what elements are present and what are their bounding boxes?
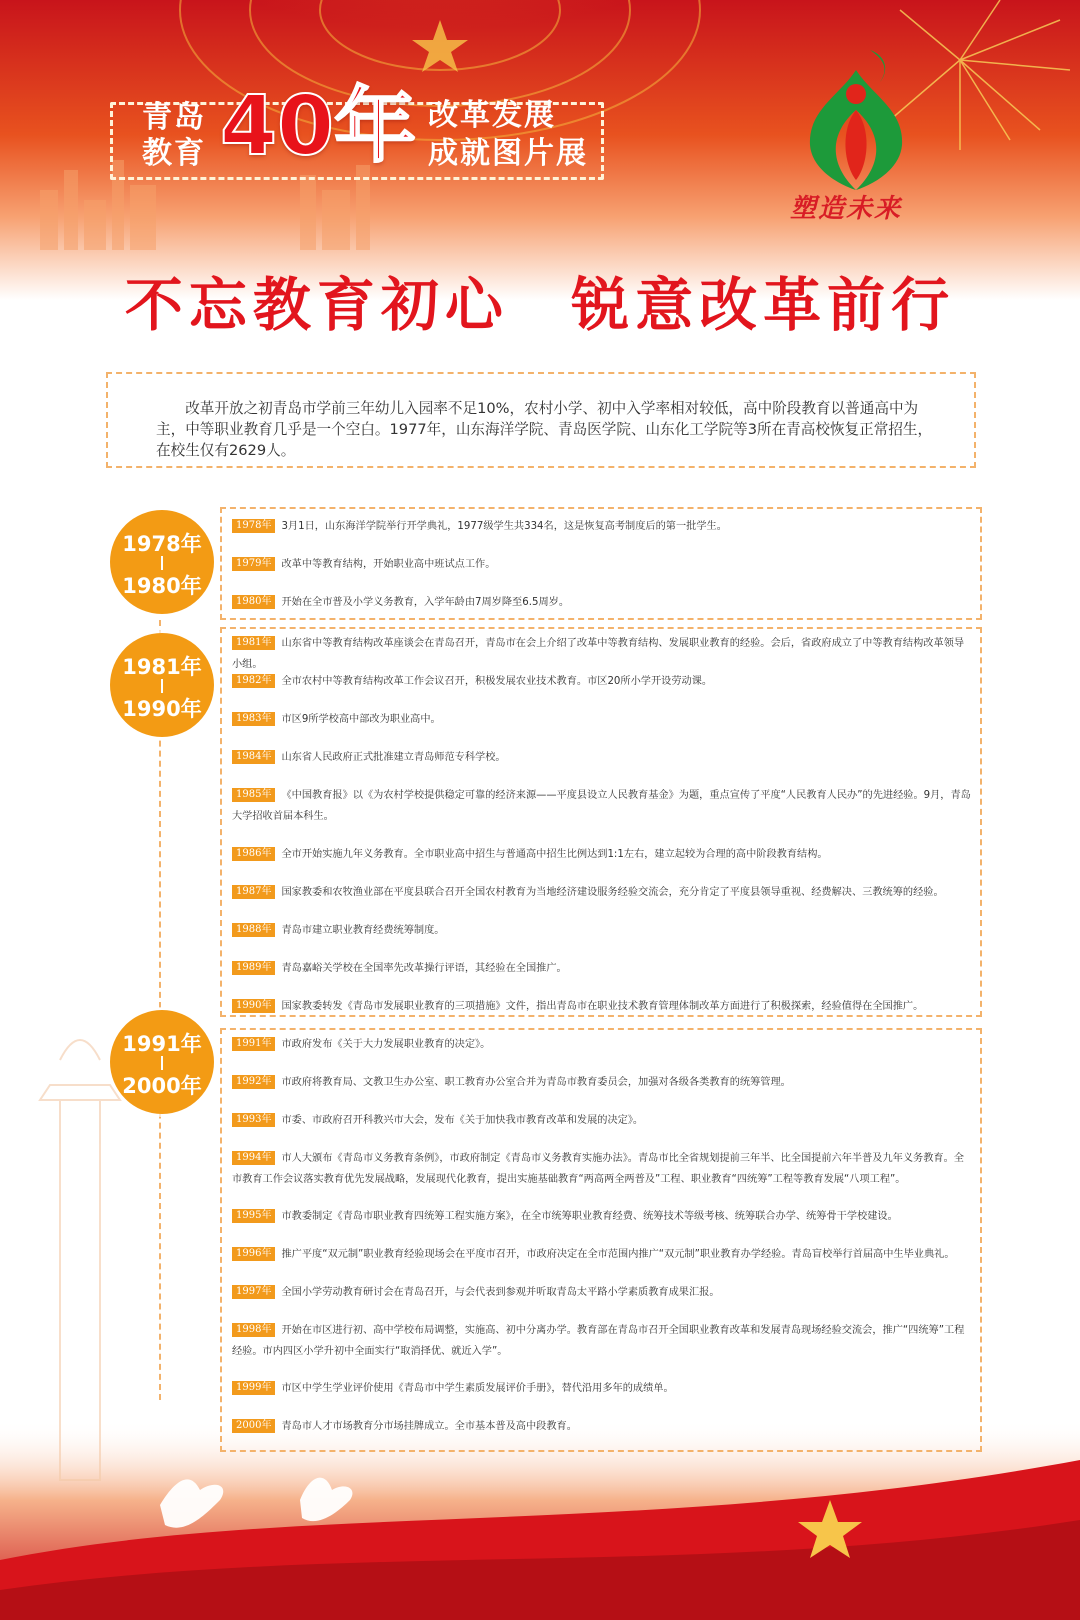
year-tag: 1989年: [232, 961, 275, 975]
year-tag: 1980年: [232, 595, 275, 609]
entry-text: 《中国教育报》以《为农村学校提供稳定可靠的经济来源——平度县设立人民教育基金》为题，重点宣传了平度“人民教育人民办”的先进经验。9月，青岛大学招收首届本科生。: [232, 790, 971, 822]
entry-text: 市委、市政府召开科教兴市大会，发布《关于加快我市教育改革和发展的决定》。: [281, 1115, 644, 1126]
year-tag: 1996年: [232, 1247, 275, 1261]
year-tag: 1998年: [232, 1323, 275, 1337]
period-end: 1980年: [122, 574, 202, 598]
period-end: 2000年: [122, 1074, 202, 1098]
entry-text: 国家教委转发《青岛市发展职业教育的三项措施》文件，指出青岛市在职业技术教育管理体制改革方面进行了积极探索，经验值得在全国推广。: [281, 1001, 924, 1012]
year-tag: 1981年: [232, 636, 275, 650]
period-divider: [161, 1056, 163, 1070]
period-circle-1991-2000: [110, 1010, 214, 1114]
badge-right-line1: 改革发展: [428, 98, 556, 133]
year-tag: 1993年: [232, 1113, 275, 1127]
timeline-entry: [232, 882, 972, 903]
entry-text: 3月1日，山东海洋学院举行开学典礼，1977级学生共334名，这是恢复高考制度后的第一批学生。: [281, 521, 727, 532]
year-tag: 1999年: [232, 1381, 275, 1395]
year-tag: 1979年: [232, 557, 275, 571]
entry-text: 国家教委和农牧渔业部在平度县联合召开全国农村教育为当地经济建设服务经验交流会，充分肯定了平度县领导重视、经费解决、三教统筹的经验。: [281, 887, 944, 898]
year-tag: 1983年: [232, 712, 275, 726]
timeline-entry: [232, 1206, 972, 1227]
year-tag: 1984年: [232, 750, 275, 764]
entry-text: 市政府发布《关于大力发展职业教育的决定》。: [281, 1039, 491, 1050]
period-start: 1991年: [122, 1032, 202, 1056]
year-tag: 1988年: [232, 923, 275, 937]
year-tag: 1995年: [232, 1209, 275, 1223]
timeline-entry: [232, 785, 972, 827]
entry-text: 山东省中等教育结构改革座谈会在青岛召开，青岛市在会上介绍了改革中等教育结构、发展职业教育的经验。会后，省政府成立了中等教育结构改革领导小组。: [232, 638, 965, 670]
badge-number: 40年: [220, 79, 417, 174]
intro-text: 改革开放之初青岛市学前三年幼儿入园率不足10%，农村小学、初中入学率相对较低，高中阶段教育以普通高中为主，中等职业教育几乎是一个空白。1977年，山东海洋学院、青岛医学院、山东化工学院等3所在青高校恢复正常招生，在校生仅有2629人。: [156, 400, 933, 459]
entry-text: 市人大颁布《青岛市义务教育条例》，市政府制定《青岛市义务教育实施办法》。青岛市比全省规划提前三年半、比全国提前六年半普及九年义务教育。全市教育工作会议落实教育优先发展战略，发展现代化教育，提出实施基础教育“两高两全两普及”工程、职业教育“四统筹”工程等教育发展“八项工程”。: [232, 1153, 964, 1185]
year-tag: 1991年: [232, 1037, 275, 1051]
period-start: 1978年: [122, 532, 202, 556]
entry-text: 市教委制定《青岛市职业教育四统筹工程实施方案》，在全市统筹职业教育经费、统筹技术等级考核、统筹联合办学、统筹骨干学校建设。: [281, 1211, 898, 1222]
period-box-1978-1980: [220, 507, 982, 620]
timeline-entry: [232, 709, 972, 730]
year-tag: 2000年: [232, 1419, 275, 1433]
logo-icon: [800, 40, 912, 190]
entry-text: 市区中学生学业评价使用《青岛市中学生素质发展评价手册》，替代沿用多年的成绩单。: [281, 1383, 674, 1394]
entry-text: 推广平度“双元制”职业教育经验现场会在平度市召开，市政府决定在全市范围内推广“双元制”职业教育办学经验。青岛盲校举行首届高中生毕业典礼。: [281, 1249, 955, 1260]
entry-text: 全市开始实施九年义务教育。全市职业高中招生与普通高中招生比例达到1:1左右，建立起较为合理的高中阶段教育结构。: [281, 849, 828, 860]
badge-left-line1: 青岛: [142, 100, 206, 135]
entry-text: 全国小学劳动教育研讨会在青岛召开，与会代表到参观并听取青岛太平路小学素质教育成果汇报。: [281, 1287, 720, 1298]
year-tag: 1978年: [232, 519, 275, 533]
badge-right-line2: 成就图片展: [428, 136, 588, 171]
timeline-entry: [232, 1378, 972, 1399]
entry-text: 市政府将教育局、文教卫生办公室、职工教育办公室合并为青岛市教育委员会，加强对各级各类教育的统筹管理。: [281, 1077, 791, 1088]
period-circle-1978-1980: [110, 510, 214, 614]
timeline-entry: [232, 1034, 972, 1055]
year-tag: 1987年: [232, 885, 275, 899]
badge-left-line2: 教育: [142, 136, 206, 171]
timeline-entry: [232, 1416, 972, 1437]
year-tag: 1994年: [232, 1151, 275, 1165]
timeline-entry: [232, 996, 972, 1017]
year-tag: 1990年: [232, 999, 275, 1013]
timeline-entry: [232, 633, 972, 675]
entry-text: 山东省人民政府正式批准建立青岛师范专科学校。: [281, 752, 506, 763]
period-start: 1981年: [122, 655, 202, 679]
entry-text: 开始在市区进行初、高中学校布局调整，实施高、初中分离办学。教育部在青岛市召开全国职业教育改革和发展青岛现场经验交流会，推广“四统筹”工程经验。市内四区小学升初中全面实行“取消择优、就近入学”。: [232, 1325, 965, 1357]
entry-text: 青岛市建立职业教育经费统筹制度。: [281, 925, 445, 936]
entry-text: 青岛市人才市场教育分市场挂牌成立。全市基本普及高中段教育。: [281, 1421, 577, 1432]
period-box-1981-1990: [220, 627, 982, 1017]
entry-text: 全市农村中等教育结构改革工作会议召开，积极发展农业技术教育。市区20所小学开设劳动课。: [281, 676, 713, 687]
intro-box: [106, 372, 976, 468]
period-box-1991-2000: [220, 1028, 982, 1452]
timeline-entry: [232, 1282, 972, 1303]
period-divider: [161, 556, 163, 570]
header: [0, 0, 1080, 360]
timeline-entry: [232, 1148, 972, 1190]
timeline-entry: [232, 747, 972, 768]
timeline-entry: [232, 516, 972, 537]
year-tag: 1985年: [232, 788, 275, 802]
timeline-entry: [232, 920, 972, 941]
logo-text: 塑造未来: [790, 194, 903, 224]
timeline-entry: [232, 1072, 972, 1093]
timeline-entry: [232, 671, 972, 692]
timeline-entry: [232, 1110, 972, 1131]
entry-text: 改革中等教育结构，开始职业高中班试点工作。: [281, 559, 496, 570]
timeline-entry: [232, 592, 972, 613]
slogan-part-2: 锐意改革前行: [571, 271, 956, 339]
year-tag: 1997年: [232, 1285, 275, 1299]
year-tag: 1982年: [232, 674, 275, 688]
timeline-entry: [232, 1320, 972, 1362]
year-tag: 1986年: [232, 847, 275, 861]
slogan: [0, 258, 1080, 342]
period-circle-1981-1990: [110, 633, 214, 737]
period-divider: [161, 679, 163, 693]
timeline-entry: [232, 958, 972, 979]
timeline-entry: [232, 1244, 972, 1265]
period-end: 1990年: [122, 697, 202, 721]
entry-text: 开始在全市普及小学义务教育，入学年龄由7周岁降至6.5周岁。: [281, 597, 570, 608]
slogan-part-1: 不忘教育初心: [124, 271, 509, 339]
timeline-entry: [232, 844, 972, 865]
entry-text: 青岛嘉峪关学校在全国率先改革操行评语，其经验在全国推广。: [281, 963, 567, 974]
year-tag: 1992年: [232, 1075, 275, 1089]
entry-text: 市区9所学校高中部改为职业高中。: [281, 714, 441, 725]
timeline-entry: [232, 554, 972, 575]
